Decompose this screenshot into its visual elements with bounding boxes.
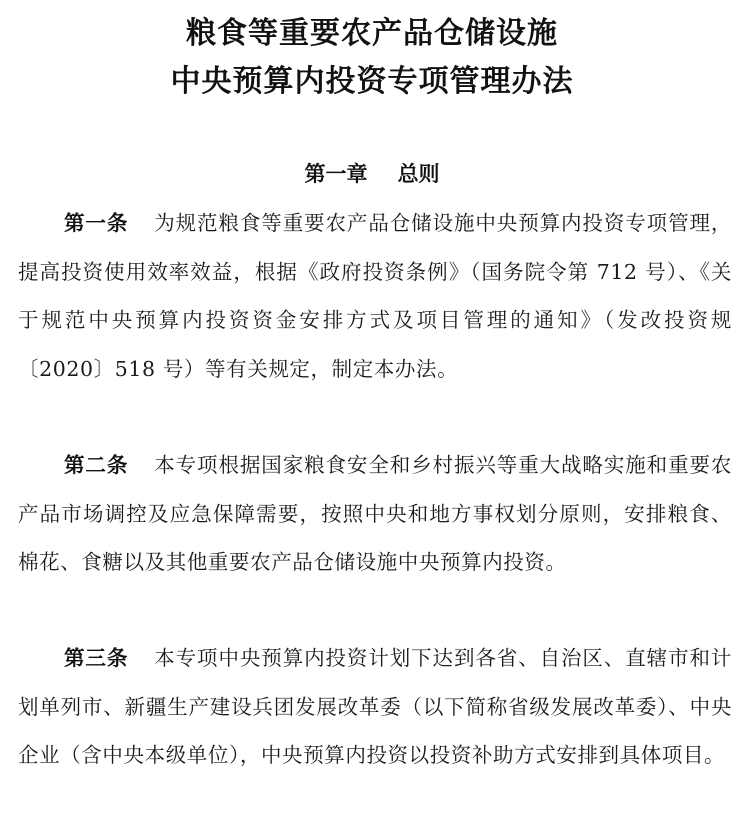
- article-1: [18, 199, 732, 393]
- chapter-name: 总则: [397, 162, 440, 186]
- article-2-label: 第二条: [64, 453, 129, 477]
- article-1-text: 为规范粮食等重要农产品仓储设施中央预算内投资专项管理，提高投资使用效率效益，根据《政府投资条例》（国务院令第 712 号）、《关于规范中央预算内投资资金安排方式及项目管理的通知》（发改投资规〔2020〕518 号）等有关规定，制定本办法。: [18, 211, 732, 381]
- chapter-number: 第一章: [304, 162, 368, 186]
- article-1-label: 第一条: [64, 211, 129, 235]
- article-3-text: 本专项中央预算内投资计划下达到各省、自治区、直辖市和计划单列市、新疆生产建设兵团发展改革委（以下简称省级发展改革委）、中央企业（含中央本级单位），中央预算内投资以投资补助方式安排到具体项目。: [18, 646, 732, 768]
- document-title-line-2: 中央预算内投资专项管理办法: [170, 64, 574, 99]
- article-2: [18, 441, 732, 587]
- article-3: [18, 634, 732, 780]
- document-title-line-1: 粮食等重要农产品仓储设施: [186, 16, 558, 51]
- article-3-label: 第三条: [64, 646, 129, 670]
- article-2-text: 本专项根据国家粮食安全和乡村振兴等重大战略实施和重要农产品市场调控及应急保障需要，按照中央和地方事权划分原则，安排粮食、棉花、食糖以及其他重要农产品仓储设施中央预算内投资。: [18, 453, 732, 575]
- chapter-heading: [0, 158, 744, 188]
